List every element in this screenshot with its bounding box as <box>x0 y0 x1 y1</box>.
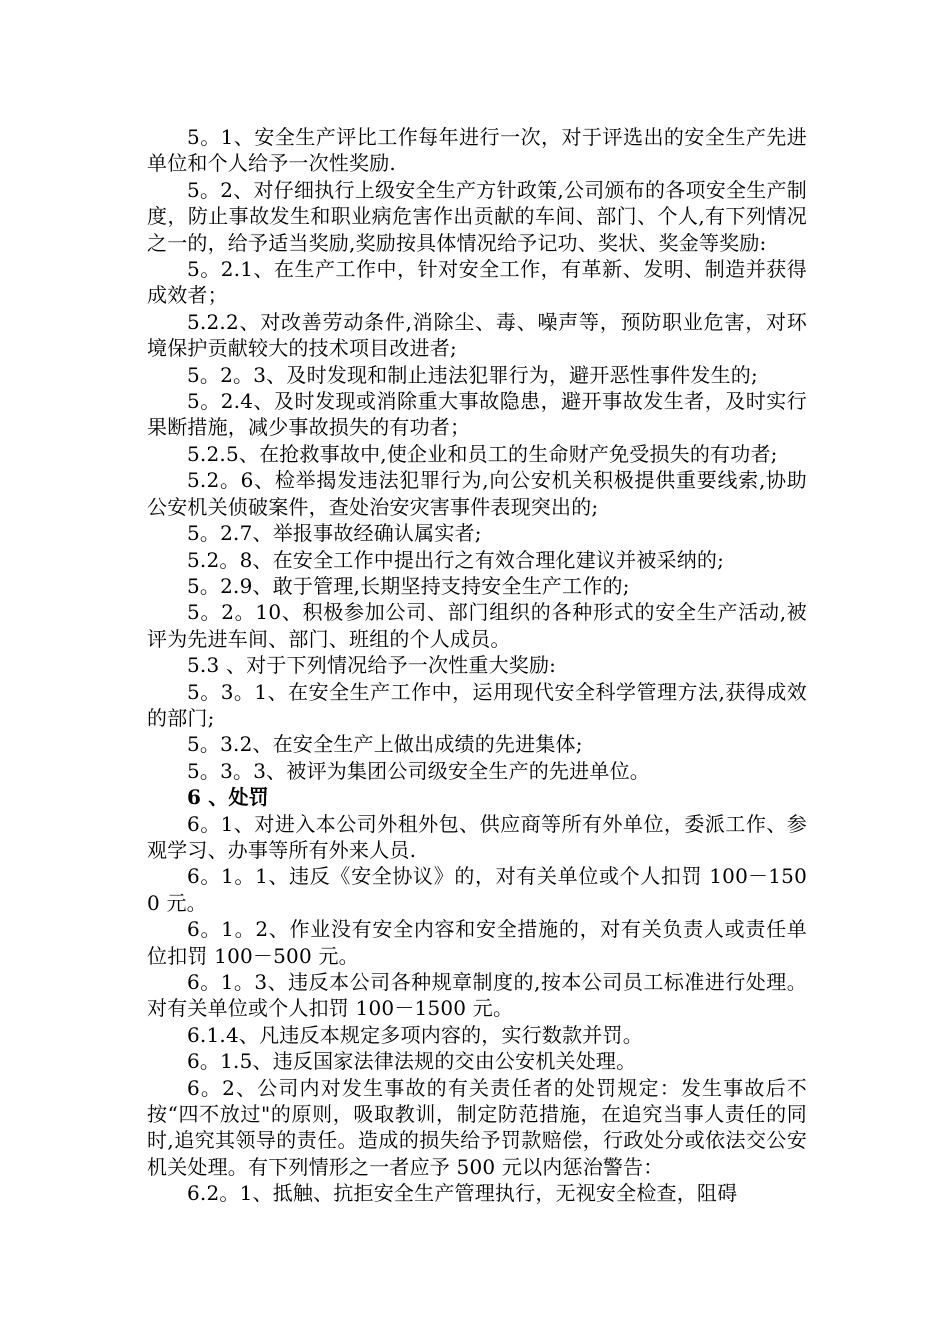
document-paragraph: 5。2。10、积极参加公司、部门组织的各种形式的安全生产活动,被评为先进车间、部门、班组的个人成员。 <box>147 600 807 651</box>
document-paragraph: 5。2.4、及时发现或消除重大事故隐患，避开事故发生者，及时实行果断措施，减少事故损失的有功者； <box>147 389 807 440</box>
document-paragraph: 6。1。2、作业没有安全内容和安全措施的，对有关负责人或责任单位扣罚 100－500 元。 <box>147 917 807 968</box>
section-heading: 6 、处罚 <box>187 785 269 810</box>
document-paragraph: 6。1.5、违反国家法律法规的交由公安机关处理。 <box>187 1049 637 1074</box>
document-paragraph: 5。2、对仔细执行上级安全生产方针政策,公司颁布的各项安全生产制度，防止事故发生和职业病危害作出贡献的车间、部门、个人,有下列情况之一的，给予适当奖励,奖励按具体情况给予记功、奖状、奖金等奖励: <box>147 177 807 255</box>
document-paragraph: 5.2。6、检举揭发违法犯罪行为,向公安机关积极提供重要线索,协助公安机关侦破案件，查处治安灾害事件表现突出的; <box>147 468 807 519</box>
document-body <box>147 124 807 1207</box>
document-paragraph: 6.2。1、抵触、抗拒安全生产管理执行，无视安全检查，阻碍 <box>187 1181 738 1206</box>
document-paragraph: 5。1、安全生产评比工作每年进行一次，对于评选出的安全生产先进单位和个人给予一次性奖励. <box>147 125 807 176</box>
document-paragraph: 5。3。1、在安全生产工作中，运用现代安全科学管理方法,获得成效的部门; <box>147 679 807 730</box>
document-paragraph: 5。3.2、在安全生产上做出成绩的先进集体; <box>187 732 583 757</box>
document-paragraph: 6。1。1、违反《安全协议》的，对有关单位或个人扣罚 100－1500 元。 <box>147 864 807 915</box>
document-paragraph: 5.2.5、在抢救事故中,使企业和员工的生命财产免受损失的有功者; <box>187 441 778 466</box>
document-paragraph: 6.1.4、凡违反本规定多项内容的，实行数款并罚。 <box>187 1022 643 1047</box>
document-paragraph: 5.3 、对于下列情况给予一次性重大奖励: <box>187 653 557 678</box>
document-paragraph: 6。1。3、违反本公司各种规章制度的,按本公司员工标准进行处理。对有关单位或个人扣罚 100－1500 元。 <box>147 970 807 1021</box>
document-paragraph: 6。1、对进入本公司外租外包、供应商等所有外单位，委派工作、参观学习、办事等所有外来人员. <box>147 811 807 862</box>
document-paragraph: 5.2.2、对改善劳动条件,消除尘、毒、噪声等，预防职业危害，对环境保护贡献较大的技术项目改进者; <box>147 309 807 361</box>
document-paragraph: 5。2.9、敢于管理,长期坚持支持安全生产工作的; <box>187 573 630 598</box>
document-paragraph: 5。2。3、及时发现和制止违法犯罪行为，避开恶性事件发生的; <box>187 362 758 387</box>
document-paragraph: 5。2.7、举报事故经确认属实者; <box>187 521 482 546</box>
document-paragraph: 5。3。3、被评为集团公司级安全生产的先进单位。 <box>187 758 650 783</box>
document-paragraph: 6。2、公司内对发生事故的有关责任者的处罚规定：发生事故后不按“四不放过"的原则，吸取教训，制定防范措施，在追究当事人责任的同时,追究其领导的责任。造成的损失给予罚款赔偿，行政处分或依法交公安机关处理。有下列情形之一者应予 500 元以内惩治警告： <box>147 1075 807 1179</box>
document-paragraph: 5.2。8、在安全工作中提出行之有效合理化建议并被采纳的; <box>187 547 725 572</box>
document-paragraph: 5。2.1、在生产工作中，针对安全工作，有革新、发明、制造并获得成效者； <box>147 257 807 308</box>
